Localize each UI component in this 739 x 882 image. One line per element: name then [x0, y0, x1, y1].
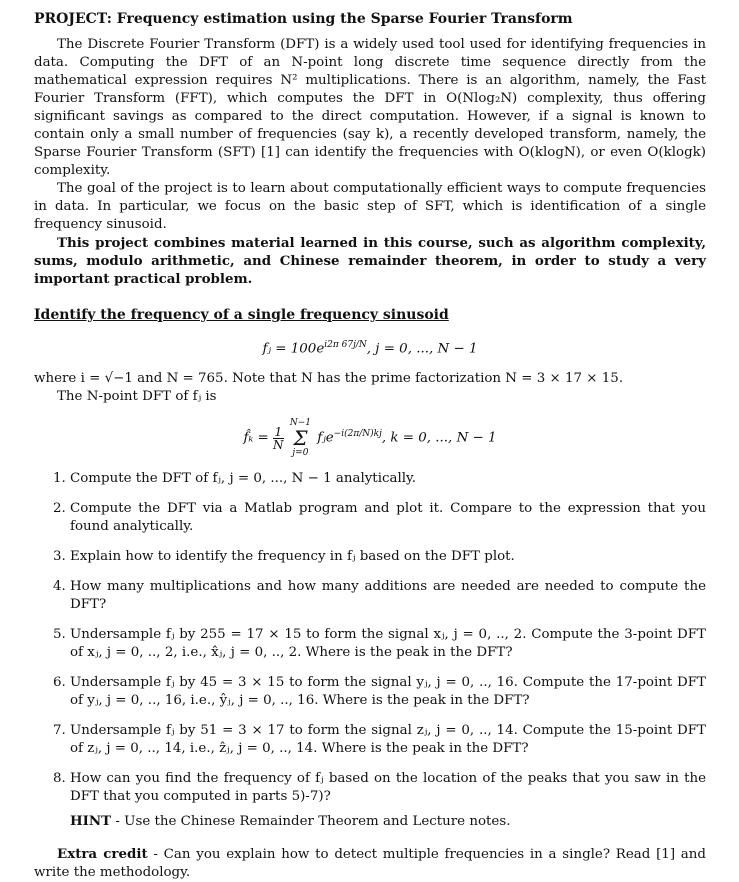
eq2-exponent: −i(2π/N)kj — [333, 429, 382, 440]
eq2-sum-top: N−1 — [289, 418, 311, 429]
hint-text: - Use the Chinese Remainder Theorem and Lecture notes. — [111, 814, 511, 830]
eq2-fraction — [273, 426, 284, 451]
intro-paragraph-1: The Discrete Fourier Transform (DFT) is a widely used tool used for identifying frequencies in data. Computing the DFT of an N-point long discrete time sequence directly from the mathematical expression requires N² multiplications. There is an algorithm, namely, the Fast Fourier Transform (FFT), which computes the DFT in O(Nlog₂N) complexity, thus offering significant savings as compared to the direct computation. However, if a signal is known to contain only a small number of frequencies (say k), a recently developed transform, namely, the Sparse Fourier Transform (SFT) [1] can identify the frequencies with O(klogN), or even O(klogk) complexity. — [34, 37, 706, 178]
question-item: 6. Undersample fⱼ by 45 = 3 × 15 to form the signal yⱼ, j = 0, .., 16. Compute the 17-point DFT of yⱼ, j = 0, .., 16, i.e., ŷⱼ, j = 0, .., 16. Where is the peak in the DFT? — [70, 674, 706, 710]
question-item — [70, 770, 706, 831]
hint — [70, 812, 706, 831]
question-item: 4. How many multiplications and how many additions are needed are needed to compute the DFT? — [70, 578, 706, 614]
page-title: PROJECT: Frequency estimation using the Sparse Fourier Transform — [34, 11, 573, 27]
eq2-summation — [290, 418, 311, 458]
extra-credit — [34, 845, 706, 882]
question-item: 1. Compute the DFT of fⱼ, j = 0, ..., N − 1 analytically. — [70, 470, 706, 488]
hint-label: HINT — [70, 813, 112, 830]
eq2-lhs: f̂ₖ = — [243, 430, 269, 446]
where-line: where i = √−1 and N = 765. Note that N has the prime factorization N = 3 × 17 × 15. — [34, 371, 624, 387]
dft-intro: The N-point DFT of fⱼ is — [57, 389, 217, 405]
eq1-lhs: fⱼ = 100e — [262, 341, 325, 357]
equation-signal — [34, 336, 706, 358]
question-item: 2. Compute the DFT via a Matlab program and plot it. Compare to the expression that you found analytically. — [70, 500, 706, 536]
intro-paragraph-2: The goal of the project is to learn about computationally efficient ways to compute frequencies in data. In particular, we focus on the basic step of SFT, which is identification of a single frequency sinusoid. — [34, 181, 706, 232]
extra-credit-label: Extra credit — [57, 846, 148, 863]
eq2-sum-bottom: j=0 — [292, 448, 309, 459]
question-8-text: How can you find the frequency of fⱼ based on the location of the peaks that you saw in the DFT that you computed in parts 5)-7)? — [70, 771, 706, 805]
eq2-rhs: , k = 0, ..., N − 1 — [381, 430, 497, 446]
question-list — [34, 470, 706, 831]
eq1-exponent: i2π 67j/N — [324, 340, 367, 350]
eq2-frac-den: N — [273, 437, 284, 452]
intro-paragraph-3: This project combines material learned in this course, such as algorithm complexity, sums, modulo arithmetic, and Chinese remainder theorem, in order to study a very important practical problem. — [34, 235, 706, 287]
equation-dft — [34, 418, 706, 458]
question-item: 7. Undersample fⱼ by 51 = 3 × 17 to form the signal zⱼ, j = 0, .., 14. Compute the 15-point DFT of zⱼ, j = 0, .., 14, i.e., ẑⱼ, j = 0, .., 14. Where is the peak in the DFT? — [70, 722, 706, 758]
question-item: 5. Undersample fⱼ by 255 = 17 × 15 to form the signal xⱼ, j = 0, .., 2. Compute the 3-point DFT of xⱼ, j = 0, .., 2, i.e., x̂ⱼ, j = 0, .., 2. Where is the peak in the DFT? — [70, 626, 706, 662]
question-item: 3. Explain how to identify the frequency in fⱼ based on the DFT plot. — [70, 548, 706, 566]
section-title: Identify the frequency of a single frequency sinusoid — [34, 307, 449, 323]
eq2-body: fⱼe — [317, 430, 334, 446]
eq2-frac-num: 1 — [274, 424, 283, 439]
document-page — [34, 10, 706, 882]
extra-credit-text: - Can you explain how to detect multiple frequencies in a single? Read [1] and write the methodology. — [34, 847, 706, 881]
eq2-sum-sigma: Σ — [293, 426, 308, 451]
eq1-rhs: , j = 0, ..., N − 1 — [366, 341, 478, 357]
